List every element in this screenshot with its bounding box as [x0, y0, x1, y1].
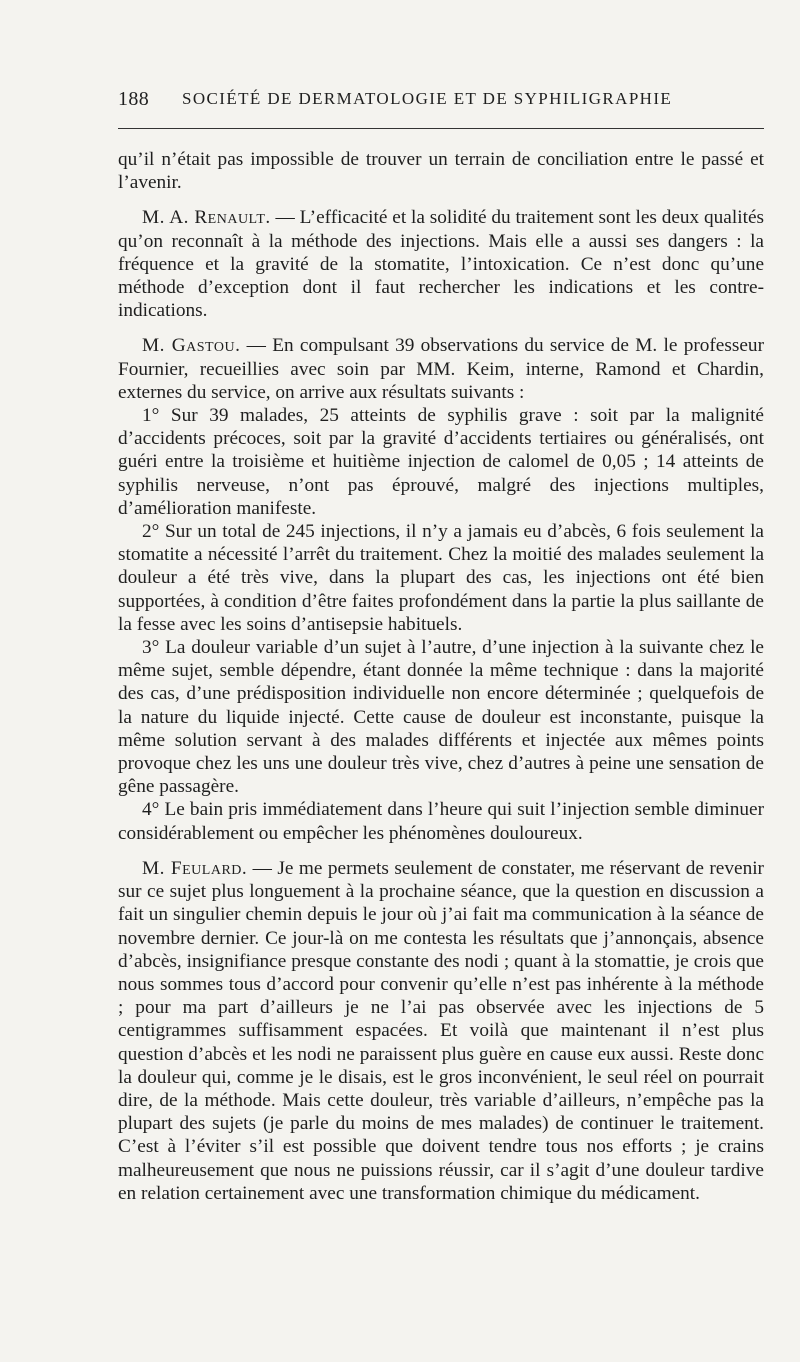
- body-text: [118, 148, 764, 1205]
- speech-text: — Je me permets seulement de constater, me réservant de revenir sur ce sujet plus longuement à la prochaine séance, que la question en discussion a fait un singulier chemin depuis le jour où j’ai fait ma communication à la séance de novembre dernier. Ce jour-là on me contesta les résultats que j’annonçais, absence d’abcès, insignifiance presque constante des nodi ; quant à la stomattie, je crois que nous sommes tous d’accord pour convenir qu’elle n’est pas inhérente à la méthode ; pour ma part d’ailleurs je ne l’ai pas observée avec les injections de 5 centigrammes suffisamment espacées. Et voilà que maintenant il n’est plus question d’abcès et les nodi ne paraissent plus guère en cause eux aussi. Reste donc la douleur qui, comme je le disais, est le gros inconvénient, le seul réel on pourrait dire, de la méthode. Mais cette douleur, très variable d’ailleurs, n’empêche pas la plupart des sujets (je parle du moins de mes malades) de continuer le traitement. C’est à l’éviter s’il est possible que doivent tendre tous nos efforts ; je crains malheureusement que nous ne puissions réussir, car il s’agit d’une douleur tardive en relation certainement avec une transformation chimique du médicament.: [118, 857, 764, 1204]
- paragraph-feulard: [118, 857, 764, 1205]
- list-item-2: 2° Sur un total de 245 injections, il n’y a jamais eu d’abcès, 6 fois seulement la stomatite a nécessité l’arrêt du traitement. Chez la moitié des malades seulement la douleur a été très vive, dans la plupart des cas, les injections ont été bien supportées, à condition d’être faites profondément dans la partie la plus saillante de la fesse avec les soins d’antisepsie habituels.: [118, 521, 764, 635]
- paragraph-renault: [118, 206, 764, 322]
- speaker-name: M. Gastou.: [142, 335, 241, 357]
- paragraph-continuation: qu’il n’était pas impossible de trouver un terrain de conciliation entre le passé et l’avenir.: [118, 149, 764, 194]
- header-rule: [118, 128, 764, 129]
- list-item-3: 3° La douleur variable d’un sujet à l’autre, d’une injection à la suivante chez le même sujet, semble dépendre, étant donnée la même technique : dans la majorité des cas, d’une prédisposition individuelle non encore déterminée ; quelquefois de la nature du liquide injecté. Cette cause de douleur est inconstante, puisque la même solution servant à des malades différents et injectée aux mêmes points provoque chez les uns une douleur très vive, chez d’autres à peine une sensation de gêne passagère.: [118, 637, 764, 798]
- list-item-4: 4° Le bain pris immédiatement dans l’heure qui suit l’injection semble diminuer considérablement ou empêcher les phénomènes douloureux.: [118, 799, 764, 844]
- page-number: 188: [118, 88, 150, 110]
- speaker-name: M. A. Renault.: [142, 207, 271, 229]
- speaker-name: M. Feulard.: [142, 857, 248, 879]
- speech-text: — En compulsant 39 observations du service de M. le professeur Fournier, recueillies avec soin par MM. Keim, interne, Ramond et Chardin, externes du service, on arrive aux résultats suivants :: [118, 335, 764, 403]
- speech-text: — L’efficacité et la solidité du traitement sont les deux qualités qu’on reconnaît à la méthode des injections. Mais elle a aussi ses dangers : la fréquence et la gravité de la stomatite, l’intoxication. Ce n’est donc qu’une méthode d’exception dont il faut rechercher les indications et les contre-indications.: [118, 207, 765, 322]
- paragraph-gastou: [118, 334, 764, 404]
- list-item-1: 1° Sur 39 malades, 25 atteints de syphilis grave : soit par la malignité d’accidents précoces, soit par la gravité d’accidents tertiaires ou généralisés, ont guéri entre la troisième et huitième injection de calomel de 0,05 ; 14 atteints de syphilis nerveuse, n’ont pas éprouvé, malgré des injections multiples, d’amélioration manifeste.: [118, 405, 764, 519]
- running-title: SOCIÉTÉ DE DERMATOLOGIE ET DE SYPHILIGRAPHIE: [182, 89, 673, 108]
